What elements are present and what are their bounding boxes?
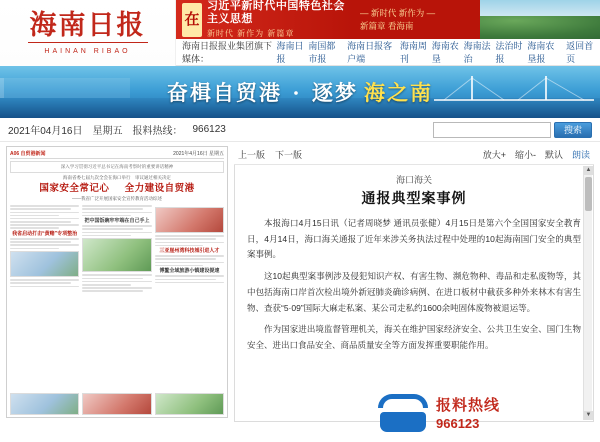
- paper-lead-text: 海南省委七届九次全会在海口举行 审议通过相关决定: [63, 175, 171, 181]
- current-weekday: 星期五: [92, 126, 123, 137]
- logo-pinyin: HAINAN RIBAO: [44, 47, 131, 55]
- nav-item-1[interactable]: 南国都市报: [308, 41, 336, 64]
- paper-column-1: [10, 205, 79, 293]
- paper-date-label: 2021年4月16日 星期五: [173, 151, 224, 157]
- hero-text-2: 逐梦: [312, 80, 358, 105]
- hero-banner: [0, 66, 600, 118]
- banner-ad[interactable]: [176, 0, 600, 39]
- hotline-badge-number: 966123: [436, 415, 480, 431]
- paper-mini-head-2: 把中国饭碗牢牢端在自己手上: [84, 218, 150, 225]
- font-default-button[interactable]: 默认: [544, 150, 563, 160]
- prev-page-button[interactable]: 上一版: [238, 150, 266, 160]
- next-page-button[interactable]: 下一版: [275, 150, 303, 160]
- font-shrink-button[interactable]: 缩小-: [514, 150, 536, 160]
- article-title: 通报典型案事例: [361, 191, 467, 207]
- paper-headline: [10, 183, 224, 194]
- banner-ad-subline: 新时代 新作为 新篇章: [206, 29, 295, 39]
- search-button[interactable]: 搜索: [554, 122, 592, 138]
- article-body: [234, 165, 594, 422]
- hotline-number: 966123: [192, 124, 226, 135]
- paper-photo-2: [82, 238, 151, 272]
- banner-ad-texts: [207, 0, 348, 39]
- paper-mini-head-4: 博鳌全域旅游小镇建设提速: [159, 268, 220, 275]
- masthead-right: [176, 0, 600, 65]
- paper-section-label: A06 自贸港新闻: [10, 151, 46, 157]
- nav-item-2[interactable]: 海南日报客户端: [347, 41, 393, 64]
- banner-ad-mid-line-2: 新篇章 看海南: [360, 20, 414, 31]
- paper-mini-head-3: 三亚崖州湾科技城引进人才: [159, 248, 220, 255]
- telephone-handset: [378, 394, 428, 408]
- paper-subheadline: ——我省广泛开展国家安全宣传教育活动综述: [72, 196, 162, 202]
- scroll-up-icon[interactable]: ▲: [585, 167, 592, 173]
- nav-item-4[interactable]: 海南农垦: [431, 41, 459, 64]
- search-input[interactable]: [433, 122, 551, 138]
- badge-line-1: 在: [184, 9, 200, 28]
- banner-ad-left: [176, 0, 354, 39]
- banner-ad-photo: [480, 0, 600, 39]
- hotline-text: [436, 394, 500, 431]
- hotline-badge-label: 报料热线: [436, 395, 501, 414]
- paper-columns: [10, 205, 224, 293]
- main-content: [0, 142, 600, 422]
- hero-dot: ・: [287, 83, 306, 103]
- paper-photo-5: [82, 393, 151, 415]
- search-area: [433, 122, 592, 138]
- group-site-nav: [176, 39, 600, 65]
- paper-column-3: [155, 205, 224, 293]
- article-toolbar: [234, 146, 594, 165]
- telephone-icon: [376, 390, 430, 434]
- paper-headline-left: 国家安全常记心: [39, 182, 110, 194]
- newspaper-page-column: [6, 146, 228, 422]
- current-date: 2021年04月16日: [8, 126, 83, 137]
- nav-item-3[interactable]: 海南周刊: [399, 41, 427, 64]
- article-kicker: 海口海关: [395, 175, 432, 185]
- hero-title: [0, 66, 600, 118]
- banner-ad-badge: [182, 3, 202, 37]
- paper-header: [10, 150, 224, 159]
- logo-chinese-title: 海南日报: [29, 9, 146, 41]
- telephone-base: [380, 412, 426, 432]
- site-logo[interactable]: [0, 0, 176, 66]
- paper-photo-4: [10, 393, 79, 415]
- paper-footer-photos: [10, 393, 224, 415]
- paper-headline-right: 全力建设自贸港: [124, 182, 195, 194]
- article-paragraph-3: 作为国家进出境监督管理机关，海关在维护国家经济安全、公共卫生安全、国门生物安全、进出口食品安全、商品质量安全等方面发挥重要职能作用。: [247, 324, 581, 351]
- paper-banner-text: 深入学习贯彻习近平总书记在海南考察时的重要讲话精神: [10, 161, 224, 173]
- article-paragraph-2: 这10起典型案事例涉及侵犯知识产权、有害生物、濒危物种、毒品和走私废物等，其中包括海南口岸首次检出境外新冠肺炎确诊病例、在进口板材中截获多种外来林木有害生物、查获“5·09”国际大麻走私案、某公司走私约1600余吨固体废物被退运等。: [247, 271, 581, 313]
- nav-lead-label: 海南日报报业集团旗下媒体：: [182, 41, 273, 64]
- nav-item-0[interactable]: 海南日报: [276, 41, 304, 64]
- hotline-badge: [376, 386, 592, 438]
- scrollbar-thumb[interactable]: [585, 177, 592, 211]
- hotline-label: 报料热线：: [132, 126, 183, 137]
- hero-text-3: 海之南: [364, 80, 433, 105]
- banner-ad-mid: [354, 0, 480, 39]
- nav-item-5[interactable]: 海南法治: [463, 41, 491, 64]
- masthead: [0, 0, 600, 66]
- paper-photo-1: [10, 251, 79, 277]
- paper-mini-head-1: 我省启动打击“黄赌”专项整治: [12, 231, 78, 238]
- paper-photo-6: [155, 393, 224, 415]
- nav-item-6[interactable]: 法治时报: [495, 41, 523, 64]
- banner-ad-headline: 习近平新时代中国特色社会主义思想: [206, 0, 345, 25]
- date-bar: [0, 118, 600, 142]
- scroll-down-icon[interactable]: ▼: [585, 412, 592, 418]
- article-scrollbar[interactable]: [583, 166, 592, 420]
- article-column: [234, 146, 594, 422]
- logo-divider: [28, 42, 148, 43]
- nav-item-8[interactable]: 返回首页: [566, 41, 594, 64]
- newspaper-page-preview[interactable]: [6, 146, 228, 418]
- paper-column-2: [82, 205, 151, 293]
- pager-group: [238, 148, 302, 161]
- banner-ad-mid-line-1: — 新时代 新作为 —: [360, 7, 436, 18]
- font-controls-group: [483, 148, 590, 161]
- nav-item-7[interactable]: 海南农垦报: [527, 41, 555, 64]
- paper-photo-3: [155, 207, 224, 233]
- article-paragraph-1: 本报海口4月15日讯（记者周晓梦 通讯员张健）4月15日是第六个全国国家安全教育日，4月14日，海口海关通报了近年来涉关务执法过程中处理的10起海南国门安全的典型案事例。: [247, 218, 581, 260]
- hero-text-1: 奋楫自贸港: [166, 80, 282, 105]
- read-aloud-button[interactable]: 朗读: [571, 150, 590, 160]
- font-enlarge-button[interactable]: 放大+: [482, 150, 506, 160]
